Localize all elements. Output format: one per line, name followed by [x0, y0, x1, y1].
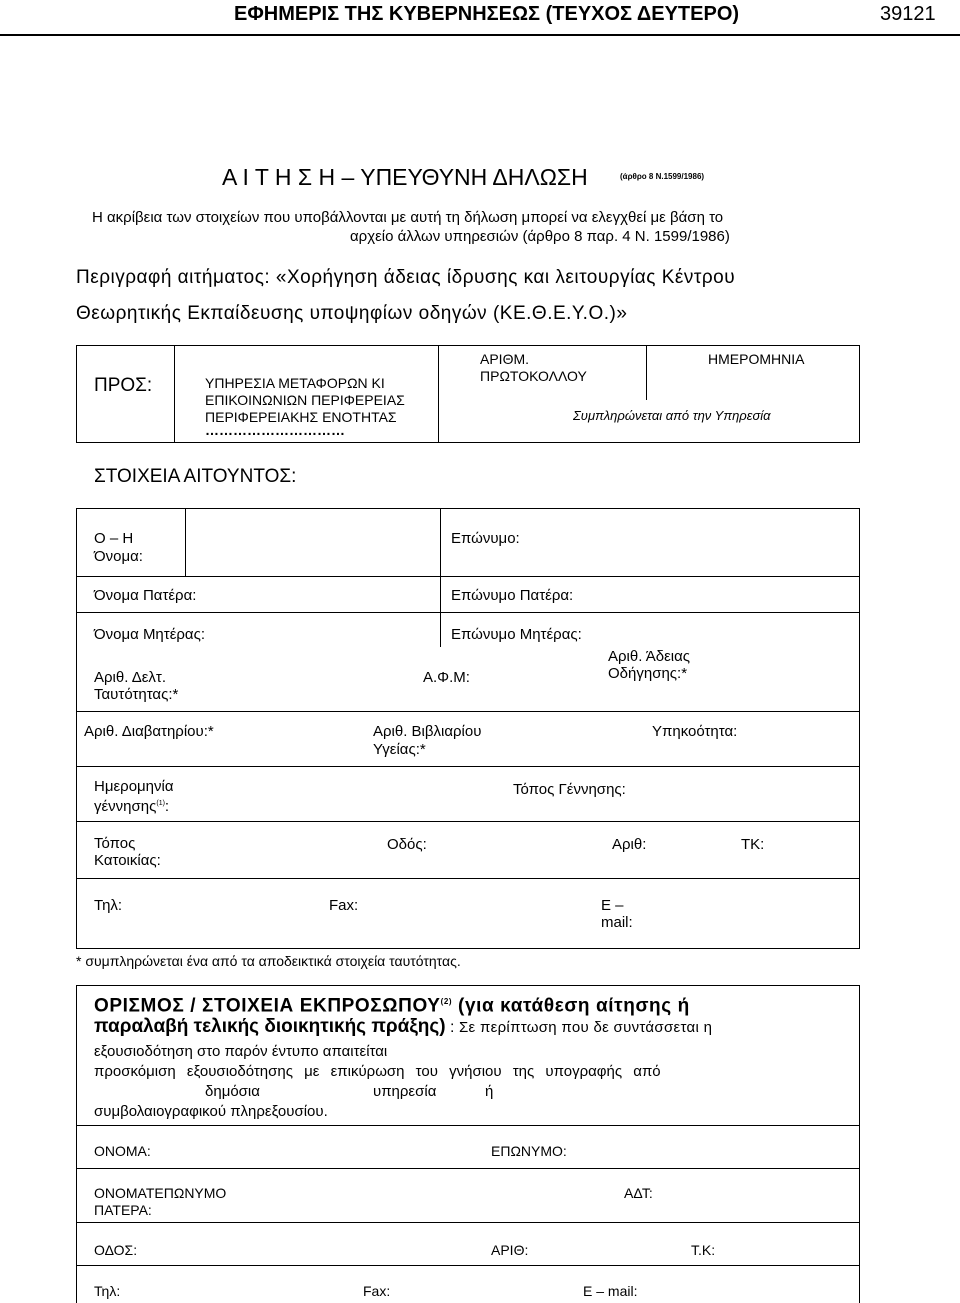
request-description-line-1: Περιγραφή αιτήματος: «Χορήγηση άδειας ίδρυσης και λειτουργίας Κέντρου [76, 267, 736, 288]
father-name-label: Όνομα Πατέρα: [94, 587, 197, 604]
protocol-label-1: ΑΡΙΘΜ. [480, 351, 530, 367]
representative-note-line-5: συμβολαιογραφικού πληρεξουσίου. [94, 1103, 328, 1120]
rep-surname-label: ΕΠΩΝΥΜΟ: [491, 1143, 567, 1159]
birth-date-label-2 [94, 795, 169, 816]
street-label: Οδός: [387, 836, 427, 853]
applicant-row-4-bottom [76, 711, 860, 712]
representative-note-line-4b: υπηρεσία [373, 1083, 437, 1100]
street-number-label: Αριθ: [612, 836, 647, 853]
id-card-label-1: Αριθ. Δελτ. [94, 669, 167, 686]
form-title: Α Ι Τ Η Σ Η – ΥΠΕΥΘΥΝΗ ΔΗΛΩΣΗ [222, 164, 588, 190]
applicant-row-5-bottom [76, 766, 860, 767]
afm-label: Α.Φ.Μ: [423, 669, 470, 686]
rep-father-label-1: ΟΝΟΜΑΤΕΠΩΝΥΜΟ [94, 1185, 227, 1201]
passport-label: Αριθ. Διαβατηρίου:* [84, 723, 214, 740]
intro-line-1: Η ακρίβεια των στοιχείων που υποβάλλονται με αυτή τη δήλωση μπορεί να ελεγχθεί με βάση το [92, 209, 724, 226]
recipient-dots[interactable]: ………………………… [205, 422, 345, 438]
recipient-line-2: ΕΠΙΚΟΙΝΩΝΙΩΝ ΠΕΡΙΦΕΡΕΙΑΣ [205, 392, 405, 408]
rep-father-label-2: ΠΑΤΕΡΑ: [94, 1202, 152, 1218]
service-note: Συμπληρώνεται από την Υπηρεσία [573, 408, 771, 423]
residence-label-1: Τόπος [94, 835, 136, 852]
legal-reference: (άρθρο 8 Ν.1599/1986) [620, 172, 705, 181]
rep-street-label: ΟΔΟΣ: [94, 1242, 138, 1258]
rep-phone-label: Τηλ: [94, 1283, 121, 1299]
birth-date-label-text: γέννησης [94, 798, 157, 815]
identity-footnote: * συμπληρώνεται ένα από τα αποδεικτικά στοιχεία ταυτότητας. [76, 953, 461, 969]
representative-title-part-2: (για κατάθεση αίτησης ή [452, 995, 690, 1017]
rep-email-label: Ε – mail: [583, 1283, 638, 1299]
birth-date-colon: : [164, 798, 170, 815]
applicant-row-7-bottom [76, 878, 860, 879]
rep-row-1-bottom [76, 1125, 860, 1126]
rep-row-3-bottom [76, 1222, 860, 1223]
mother-surname-label: Επώνυμο Μητέρας: [451, 626, 582, 643]
representative-title-line-2 [94, 1015, 712, 1040]
birth-place-label: Τόπος Γέννησης: [513, 781, 626, 798]
license-label-1: Αριθ. Άδειας [608, 648, 691, 665]
birth-date-label-1: Ημερομηνία [94, 778, 174, 795]
header-rule [0, 34, 960, 36]
recipient-line-1: ΥΠΗΡΕΣΙΑ ΜΕΤΑΦΟΡΩΝ ΚΙ [205, 375, 385, 391]
request-description-line-2: Θεωρητικής Εκπαίδευσης υποψηφίων οδηγών (ΚΕ.Θ.Ε.Υ.Ο.)» [76, 303, 628, 324]
date-label: ΗΜΕΡΟΜΗΝΙΑ [708, 351, 805, 367]
recipient-divider-3 [646, 345, 647, 400]
fax-label: Fax: [329, 897, 359, 914]
recipient-line-3: ΠΕΡΙΦΕΡΕΙΑΚΗΣ ΕΝΟΤΗΤΑΣ [205, 409, 397, 425]
representative-note-line-3: προσκόμιση εξουσιοδότησης με επικύρωση του γνήσιου της υπογραφής από [94, 1063, 661, 1080]
applicant-row-1-bottom [76, 576, 860, 577]
father-surname-label: Επώνυμο Πατέρα: [451, 587, 574, 604]
applicant-name-label-2: Όνομα: [94, 548, 143, 565]
representative-title-part-1: ΟΡΙΣΜΟΣ / ΣΤΟΙΧΕΙΑ ΕΚΠΡΟΣΩΠΟΥ [94, 995, 441, 1017]
representative-title-line-2-text: παραλαβή τελικής διοικητικής πράξης) [94, 1016, 446, 1037]
rep-fax-label: Fax: [363, 1283, 391, 1299]
recipient-divider-1 [174, 345, 175, 443]
applicant-section-title: ΣΤΟΙΧΕΙΑ ΑΙΤΟΥΝΤΟΣ: [94, 466, 297, 487]
email-label-2: mail: [601, 914, 633, 931]
protocol-label-2: ΠΡΩΤΟΚΟΛΛΟΥ [480, 368, 587, 384]
applicant-col-center [440, 508, 441, 647]
health-book-label-2: Υγείας:* [373, 741, 426, 758]
rep-row-2-bottom [76, 1168, 860, 1169]
applicant-row-6-bottom [76, 821, 860, 822]
representative-note-line-4a: δημόσια [205, 1083, 260, 1100]
id-card-label-2: Ταυτότητας:* [94, 686, 179, 703]
recipient-label: ΠΡΟΣ: [94, 375, 153, 396]
rep-name-label: ΟΝΟΜΑ: [94, 1143, 151, 1159]
residence-label-2: Κατοικίας: [94, 852, 161, 869]
page-number: 39121 [880, 3, 936, 25]
mother-name-label: Όνομα Μητέρας: [94, 626, 205, 643]
applicant-name-label-1: Ο – Η [94, 530, 134, 547]
phone-label: Τηλ: [94, 897, 123, 914]
gazette-title: ΕΦΗΜΕΡΙΣ ΤΗΣ ΚΥΒΕΡΝΗΣΕΩΣ (ΤΕΥΧΟΣ ΔΕΥΤΕΡΟ) [234, 3, 740, 25]
license-label-2: Οδήγησης:* [608, 665, 688, 682]
representative-note-part-1: Σε περίπτωση που δε συντάσσεται η [458, 1019, 713, 1036]
applicant-surname-label: Επώνυμο: [451, 530, 520, 547]
representative-note-line-4c: ή [485, 1083, 494, 1100]
rep-postal-label: Τ.Κ: [691, 1242, 716, 1258]
representative-note-line-2: εξουσιοδότηση στο παρόν έντυπο απαιτείται [94, 1043, 388, 1060]
postal-code-label: ΤΚ: [741, 836, 765, 853]
citizenship-label: Υπηκοότητα: [652, 723, 738, 740]
applicant-col-name [185, 508, 186, 576]
rep-row-4-bottom [76, 1265, 860, 1266]
applicant-row-2-bottom [76, 612, 860, 613]
representative-note-colon: : [445, 1019, 459, 1036]
representative-footnote-ref: (2) [440, 997, 453, 1006]
health-book-label-1: Αριθ. Βιβλιαρίου [373, 723, 482, 740]
intro-line-2: αρχείο άλλων υπηρεσιών (άρθρο 8 παρ. 4 Ν. 1599/1986) [350, 228, 730, 245]
email-label-1: Ε – [601, 897, 624, 914]
rep-id-label: ΑΔΤ: [624, 1185, 653, 1201]
rep-number-label: ΑΡΙΘ: [491, 1242, 529, 1258]
recipient-divider-2 [438, 345, 439, 443]
birth-date-footnote-ref: (1) [156, 800, 165, 807]
